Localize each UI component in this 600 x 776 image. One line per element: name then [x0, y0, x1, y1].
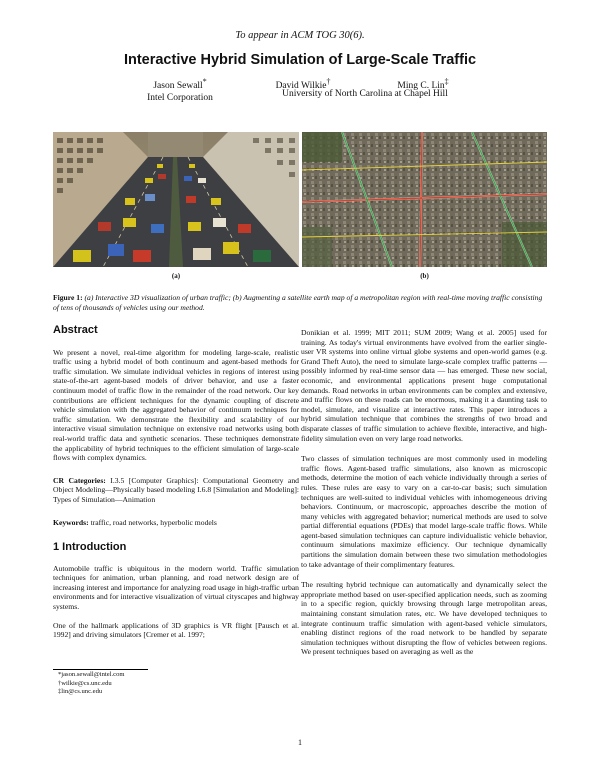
left-column [53, 326, 299, 640]
right-p2: Two classes of simulation techniques are most commonly used in modeling traffic flows. Agent-based traffic simulations, also known as microscopic methods, determine the motion of each vehicle individually through a series of rules. These rules are easy to vary on a car-to-car basis; such simulation techniques are well-suited to individual vehicles with inhomogeneous driving behaviors. Continuum, or macroscopic, approaches describe the motion of many vehicles with aggregated behavior; numerical methods are used to solve partial differential equations (PDEs) that model large-scale traffic flows. While agent-based simulation techniques can capture individualistic vehicle behavior, continuum simulations maximize efficiency. Our technique dynamically partitions the simulation domain between these two simulation methodologies to take advantage of their complimentary features. [301, 454, 547, 569]
right-p3: The resulting hybrid technique can automatically and dynamically select the appropriate method based on user-specified application needs, such as zooming in to a specific region, quickly browsing through large metropolitan areas, maintaining constant simulation rates, etc. We have developed techniques to integrate continuum traffic simulation with agent-based vehicle simulators, enabling distinct regions of the road network to be handled by separate simulation techniques without disrupting the flow of vehicles between regions. We present techniques based on averaging as well as the [301, 580, 547, 657]
figure-caption [53, 293, 547, 312]
footnote-3: ‡lin@cs.unc.edu [58, 688, 103, 696]
author-1-name: Jason Sewall [153, 81, 203, 92]
figure-a-label: (a) [171, 272, 181, 280]
urban-traffic-render [53, 132, 299, 267]
author-2-3-affil: University of North Carolina at Chapel Hill [282, 89, 448, 99]
intro-p1: Automobile traffic is ubiquitous in the modern world. Traffic simulation techniques for animation, urban planning, and road network design are of increasing interest and importance for analyzing road usage in high-traffic urban environments and for interactive visualization of virtual cityscapes and highway systems. [53, 563, 299, 612]
footnote-1: *jason.sewall@intel.com [58, 671, 125, 678]
caption-label: Figure 1: [53, 293, 83, 302]
footnotes [58, 671, 258, 697]
caption-text: (a) Interactive 3D visualization of urban traffic; (b) Augmenting a satellite earth map of a metropolitan region with real-time moving traffic consisting of tens of thousands of vehicles using our method. [53, 293, 543, 312]
footnote-rule [53, 669, 148, 670]
abstract-heading: Abstract [53, 324, 98, 336]
paper-title: Interactive Hybrid Simulation of Large-Scale Traffic [123, 52, 477, 68]
intro-p2: One of the hallmark applications of 3D graphics is VR flight [Pausch et al. 1992] and driving simulators [Cremer et al. 1997; [53, 620, 299, 640]
right-column [301, 328, 547, 657]
author-1-affil: Intel Corporation [147, 93, 213, 104]
author-1: Jason Sewall* Intel Corporation [120, 76, 240, 104]
abstract-body: We present a novel, real-time algorithm for modeling large-scale, realistic traffic using a hybrid model of both continuum and agent-based methods for traffic simulation. We simulate individual vehicles in regions of interest using state-of-the-art agent-based models of driver behavior, and use a faster continuum model of traffic flow in the remainder of the road network. Our key contributions are efficient techniques for the dynamic coupling of discrete vehicle simulation with the aggregated behavior of continuum techniques for traffic simulation. We demonstrate the flexibility and scalability of our interactive visual simulation technique on extensive road networks using both real-world traffic data and synthetic scenarios. These techniques demonstrate the applicability of hybrid techniques to the efficient simulation of large-scale flows with complex dynamics. [53, 347, 299, 463]
figure-a-image [53, 132, 299, 267]
satellite-map-render [302, 132, 547, 267]
keywords: Keywords: traffic, road networks, hyperbolic models [53, 517, 217, 527]
right-p1: Donikian et al. 1999; MIT 2011; SUM 2009; Wang et al. 2005] used for training. As today's virtual environments have evolved from the earlier single-user VR systems into online virtual globe systems and open-world games (e.g. Grand Theft Auto), the need to simulate large-scale complex traffic patterns — possibly informed by real-time sensor data — has emerged. These new social, economic, and environmental applications present huge computational demands. Road networks in urban environments can be complex and extensive, and traffic flows on these roads can be enormous, making it a daunting task to model, simulate, and visualize at interactive rates. This paper introduces a hybrid simulation technique that combines the strengths of two broad and disparate classes of traffic simulation to achieve flexible, interactive, and high-fidelity simulation even on very large road networks. [301, 328, 547, 443]
footnote-2: †wilkie@cs.unc.edu [58, 679, 112, 687]
figure-b-image [302, 132, 547, 267]
author-2-name: David Wilkie [275, 81, 327, 92]
author-3: Ming C. Lin‡ [397, 77, 449, 92]
page-number: 1 [298, 738, 302, 747]
figure-b-label: (b) [420, 272, 429, 280]
author-2: David Wilkie† [275, 77, 331, 92]
author-3-name: Ming C. Lin [397, 81, 445, 92]
header-note: To appear in ACM TOG 30(6). [235, 30, 365, 41]
intro-heading: 1 Introduction [53, 541, 127, 554]
cr-categories: CR Categories: I.3.5 [Computer Graphics]: Computational Geometry and Object Modeling—Physically based modeling I.6.8 [Simulation and Modeling]: Types of Simulation—Animation [53, 475, 299, 504]
